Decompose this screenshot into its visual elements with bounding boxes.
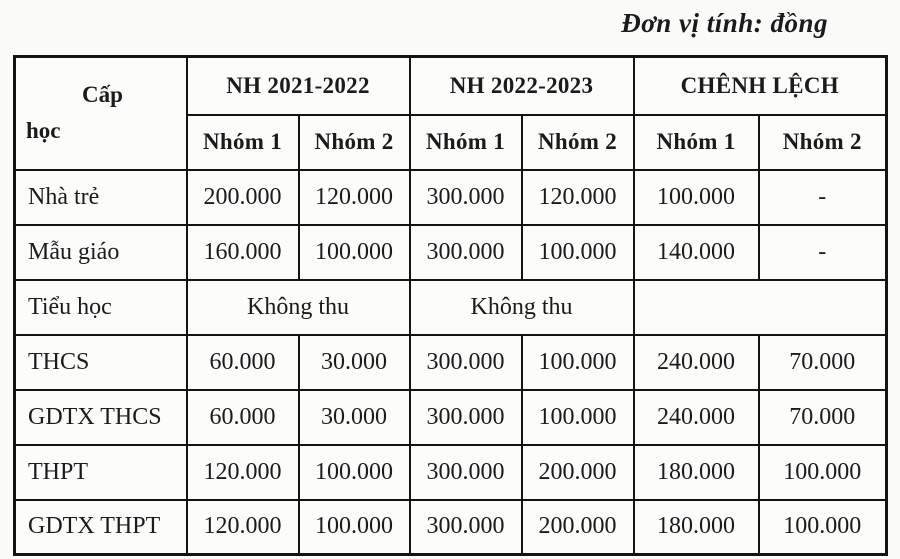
group-header-chenh-lech: CHÊNH LỆCH — [634, 57, 887, 115]
cell: 300.000 — [410, 445, 522, 500]
cell: 240.000 — [634, 390, 759, 445]
group-header-nh-2021-2022: NH 2021-2022 — [187, 57, 410, 115]
row-label: Tiểu học — [15, 280, 187, 335]
cell: 60.000 — [187, 390, 299, 445]
cell: 200.000 — [522, 445, 634, 500]
row-label: GDTX THCS — [15, 390, 187, 445]
cell: 100.000 — [759, 500, 887, 555]
row-label: Nhà trẻ — [15, 170, 187, 225]
cell: 100.000 — [759, 445, 887, 500]
corner-header-line1: Cấp — [82, 82, 123, 108]
table-row-gdtx-thpt — [15, 500, 887, 555]
cell: - — [759, 225, 887, 280]
subheader-cell: Nhóm 2 — [759, 115, 887, 170]
table-row-nha-tre — [15, 170, 887, 225]
table-row-tieu-hoc — [15, 280, 887, 335]
header-group-row — [15, 57, 887, 115]
cell: 70.000 — [759, 390, 887, 445]
cell: 100.000 — [522, 390, 634, 445]
cell: 120.000 — [187, 445, 299, 500]
table-row-gdtx-thcs — [15, 390, 887, 445]
cell: 100.000 — [299, 225, 410, 280]
cell: 100.000 — [299, 445, 410, 500]
cell: 300.000 — [410, 225, 522, 280]
cell: 200.000 — [522, 500, 634, 555]
cell: 140.000 — [634, 225, 759, 280]
cell: 100.000 — [299, 500, 410, 555]
cell: 120.000 — [522, 170, 634, 225]
row-label: GDTX THPT — [15, 500, 187, 555]
corner-header-cell — [15, 57, 187, 170]
cell: 180.000 — [634, 500, 759, 555]
cell: 100.000 — [634, 170, 759, 225]
cell: 100.000 — [522, 225, 634, 280]
subheader-cell: Nhóm 1 — [187, 115, 299, 170]
corner-header-line2: học — [26, 118, 61, 144]
cell: 60.000 — [187, 335, 299, 390]
cell: 240.000 — [634, 335, 759, 390]
group-header-nh-2022-2023: NH 2022-2023 — [410, 57, 634, 115]
subheader-cell: Nhóm 2 — [522, 115, 634, 170]
cell: 300.000 — [410, 335, 522, 390]
cell: - — [759, 170, 887, 225]
row-label: THPT — [15, 445, 187, 500]
merged-cell-khong-thu: Không thu — [410, 280, 634, 335]
table-row-thcs — [15, 335, 887, 390]
cell: 300.000 — [410, 170, 522, 225]
cell: 300.000 — [410, 500, 522, 555]
cell: 120.000 — [187, 500, 299, 555]
tuition-fee-table — [13, 55, 888, 556]
subheader-cell: Nhóm 1 — [410, 115, 522, 170]
row-label: THCS — [15, 335, 187, 390]
unit-note: Đơn vị tính: đồng — [621, 8, 828, 38]
row-label: Mẫu giáo — [15, 225, 187, 280]
cell: 30.000 — [299, 335, 410, 390]
cell: 300.000 — [410, 390, 522, 445]
subheader-cell: Nhóm 1 — [634, 115, 759, 170]
table-row-thpt — [15, 445, 887, 500]
cell: 180.000 — [634, 445, 759, 500]
cell: 200.000 — [187, 170, 299, 225]
cell: 100.000 — [522, 335, 634, 390]
cell: 30.000 — [299, 390, 410, 445]
merged-cell-khong-thu: Không thu — [187, 280, 410, 335]
table-row-mau-giao — [15, 225, 887, 280]
merged-cell-empty — [634, 280, 887, 335]
cell: 120.000 — [299, 170, 410, 225]
cell: 160.000 — [187, 225, 299, 280]
cell: 70.000 — [759, 335, 887, 390]
subheader-cell: Nhóm 2 — [299, 115, 410, 170]
